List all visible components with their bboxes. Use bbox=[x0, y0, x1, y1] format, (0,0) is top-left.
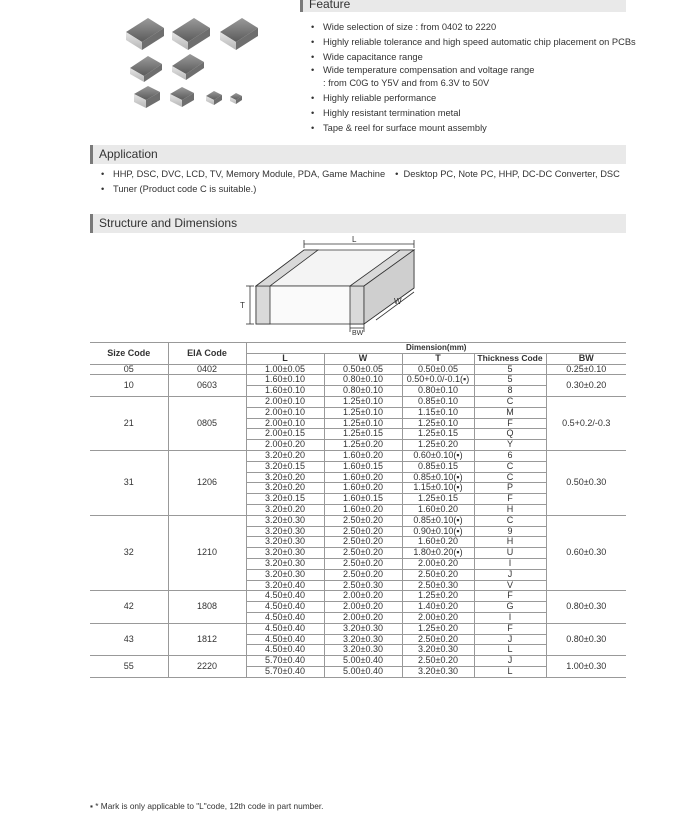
cell-L: 4.50±0.40 bbox=[246, 634, 324, 645]
header-W: W bbox=[324, 353, 402, 364]
feature-item: • Tape & reel for surface mount assembly bbox=[311, 121, 636, 136]
cell-T: 1.25±0.20 bbox=[402, 623, 474, 634]
feature-list bbox=[311, 20, 636, 136]
cell-eia-code: 2220 bbox=[168, 656, 246, 678]
cell-T: 0.85±0.10(▪) bbox=[402, 515, 474, 526]
cell-size-code: 05 bbox=[90, 364, 168, 375]
cell-T: 1.15±0.10 bbox=[402, 407, 474, 418]
cell-bw: 0.5+0.2/-0.3 bbox=[546, 396, 626, 450]
table-row bbox=[90, 623, 626, 634]
application-title: Application bbox=[99, 147, 158, 161]
header-BW: BW bbox=[546, 353, 626, 364]
cell-L: 1.60±0.10 bbox=[246, 375, 324, 386]
cell-thickness-code: L bbox=[474, 645, 546, 656]
cell-T: 3.20±0.30 bbox=[402, 666, 474, 677]
cell-T: 1.40±0.20 bbox=[402, 602, 474, 613]
cell-bw: 0.80±0.30 bbox=[546, 591, 626, 623]
cell-size-code: 55 bbox=[90, 656, 168, 678]
cell-L: 3.20±0.20 bbox=[246, 483, 324, 494]
chip-medium-2 bbox=[172, 54, 204, 80]
chip-front-face bbox=[256, 286, 364, 324]
cell-thickness-code: 5 bbox=[474, 364, 546, 375]
cell-thickness-code: I bbox=[474, 612, 546, 623]
cell-thickness-code: J bbox=[474, 634, 546, 645]
cell-T: 0.85±0.10 bbox=[402, 396, 474, 407]
table-row bbox=[90, 450, 626, 461]
chip-large-1 bbox=[126, 18, 164, 50]
cell-T: 0.60±0.10(▪) bbox=[402, 450, 474, 461]
cell-T: 2.00±0.20 bbox=[402, 612, 474, 623]
cell-L: 3.20±0.20 bbox=[246, 450, 324, 461]
cell-L: 5.70±0.40 bbox=[246, 666, 324, 677]
feature-item: • Wide capacitance range bbox=[311, 50, 636, 65]
footnote-text: ▪ * Mark is only applicable to "L"code, 12th code in part number. bbox=[90, 801, 324, 811]
cell-T: 2.50±0.20 bbox=[402, 634, 474, 645]
cell-size-code: 10 bbox=[90, 375, 168, 397]
cell-thickness-code: F bbox=[474, 418, 546, 429]
feature-title: Feature bbox=[309, 0, 351, 11]
left-electrode bbox=[256, 286, 270, 324]
cell-thickness-code: 9 bbox=[474, 526, 546, 537]
right-electrode bbox=[350, 286, 364, 324]
chip-capacitor-photos bbox=[120, 10, 280, 115]
cell-W: 2.50±0.20 bbox=[324, 548, 402, 559]
cell-bw: 0.50±0.30 bbox=[546, 450, 626, 515]
cell-thickness-code: 5 bbox=[474, 375, 546, 386]
cell-L: 3.20±0.30 bbox=[246, 515, 324, 526]
feature-item: • Wide selection of size : from 0402 to 2220 bbox=[311, 20, 636, 35]
chip-large-3 bbox=[220, 18, 258, 50]
chip-small-2 bbox=[206, 91, 222, 105]
cell-W: 2.50±0.20 bbox=[324, 515, 402, 526]
cell-thickness-code: J bbox=[474, 656, 546, 667]
cell-thickness-code: M bbox=[474, 407, 546, 418]
cell-T: 0.50+0.0/-0.1(▪) bbox=[402, 375, 474, 386]
cell-L: 4.50±0.40 bbox=[246, 602, 324, 613]
cell-thickness-code: F bbox=[474, 623, 546, 634]
cell-W: 1.25±0.10 bbox=[324, 396, 402, 407]
chip-medium-3 bbox=[134, 86, 160, 108]
cell-L: 3.20±0.15 bbox=[246, 461, 324, 472]
cell-L: 2.00±0.20 bbox=[246, 440, 324, 451]
cell-W: 5.00±0.40 bbox=[324, 666, 402, 677]
cell-W: 2.50±0.20 bbox=[324, 569, 402, 580]
cell-thickness-code: I bbox=[474, 558, 546, 569]
cell-T: 1.15±0.10(▪) bbox=[402, 483, 474, 494]
header-thickness-code: Thickness Code bbox=[474, 353, 546, 364]
table-row bbox=[90, 515, 626, 526]
label-L: L bbox=[352, 235, 357, 244]
cell-size-code: 42 bbox=[90, 591, 168, 623]
cell-T: 1.25±0.10 bbox=[402, 418, 474, 429]
cell-W: 1.60±0.20 bbox=[324, 450, 402, 461]
cell-thickness-code: P bbox=[474, 483, 546, 494]
cell-T: 3.20±0.30 bbox=[402, 645, 474, 656]
cell-L: 3.20±0.30 bbox=[246, 558, 324, 569]
application-header bbox=[90, 145, 626, 164]
cell-W: 1.60±0.20 bbox=[324, 483, 402, 494]
cell-L: 4.50±0.40 bbox=[246, 623, 324, 634]
cell-W: 2.00±0.20 bbox=[324, 591, 402, 602]
cell-L: 3.20±0.30 bbox=[246, 569, 324, 580]
cell-thickness-code: V bbox=[474, 580, 546, 591]
cell-W: 1.60±0.15 bbox=[324, 494, 402, 505]
table-row bbox=[90, 656, 626, 667]
cell-bw: 1.00±0.30 bbox=[546, 656, 626, 678]
cell-bw: 0.60±0.30 bbox=[546, 515, 626, 591]
cell-T: 2.50±0.30 bbox=[402, 580, 474, 591]
cell-T: 1.60±0.20 bbox=[402, 504, 474, 515]
application-list bbox=[101, 167, 620, 196]
cell-size-code: 32 bbox=[90, 515, 168, 591]
cell-W: 3.20±0.30 bbox=[324, 634, 402, 645]
cell-L: 3.20±0.30 bbox=[246, 526, 324, 537]
cell-L: 5.70±0.40 bbox=[246, 656, 324, 667]
cell-thickness-code: 6 bbox=[474, 450, 546, 461]
cell-T: 0.85±0.15 bbox=[402, 461, 474, 472]
cell-L: 2.00±0.10 bbox=[246, 418, 324, 429]
footnote bbox=[90, 801, 323, 811]
cell-thickness-code: Q bbox=[474, 429, 546, 440]
cell-L: 3.20±0.20 bbox=[246, 472, 324, 483]
cell-thickness-code: F bbox=[474, 494, 546, 505]
dimension-table bbox=[90, 342, 626, 678]
chip-small-1 bbox=[170, 87, 194, 107]
cell-T: 1.80±0.20(▪) bbox=[402, 548, 474, 559]
chip-small-3 bbox=[230, 93, 242, 104]
cell-T: 0.80±0.10 bbox=[402, 386, 474, 397]
cell-W: 1.60±0.20 bbox=[324, 504, 402, 515]
header-L: L bbox=[246, 353, 324, 364]
cell-thickness-code: H bbox=[474, 504, 546, 515]
cell-thickness-code: L bbox=[474, 666, 546, 677]
header-dimension: Dimension(mm) bbox=[246, 343, 626, 354]
cell-eia-code: 1206 bbox=[168, 450, 246, 515]
application-item: • HHP, DSC, DVC, LCD, TV, Memory Module, PDA, Game Machine • Desktop PC, Note PC, HHP, DC-DC Converter, DSC bbox=[101, 167, 620, 182]
cell-thickness-code: Y bbox=[474, 440, 546, 451]
cell-L: 3.20±0.30 bbox=[246, 537, 324, 548]
cell-T: 1.25±0.20 bbox=[402, 440, 474, 451]
cell-L: 4.50±0.40 bbox=[246, 591, 324, 602]
cell-W: 2.50±0.20 bbox=[324, 558, 402, 569]
cell-T: 0.90±0.10(▪) bbox=[402, 526, 474, 537]
cell-eia-code: 0402 bbox=[168, 364, 246, 375]
cell-W: 1.25±0.15 bbox=[324, 429, 402, 440]
feature-item: • Highly resistant termination metal bbox=[311, 106, 636, 121]
cell-W: 0.80±0.10 bbox=[324, 386, 402, 397]
cell-bw: 0.30±0.20 bbox=[546, 375, 626, 397]
feature-item: • Wide temperature compensation and voltage range : from C0G to Y5V and from 6.3V to 50V bbox=[311, 64, 636, 89]
cell-L: 1.00±0.05 bbox=[246, 364, 324, 375]
cell-thickness-code: C bbox=[474, 461, 546, 472]
cell-thickness-code: U bbox=[474, 548, 546, 559]
cell-W: 1.25±0.10 bbox=[324, 418, 402, 429]
cell-W: 2.00±0.20 bbox=[324, 612, 402, 623]
cell-W: 1.60±0.15 bbox=[324, 461, 402, 472]
cell-bw: 0.25±0.10 bbox=[546, 364, 626, 375]
cell-W: 3.20±0.30 bbox=[324, 645, 402, 656]
cell-size-code: 21 bbox=[90, 396, 168, 450]
cell-thickness-code: J bbox=[474, 569, 546, 580]
cell-T: 2.50±0.20 bbox=[402, 656, 474, 667]
cell-T: 1.60±0.20 bbox=[402, 537, 474, 548]
cell-L: 1.60±0.10 bbox=[246, 386, 324, 397]
header-eia-code: EIA Code bbox=[168, 343, 246, 365]
cell-W: 2.00±0.20 bbox=[324, 602, 402, 613]
cell-W: 2.50±0.30 bbox=[324, 580, 402, 591]
table-row bbox=[90, 364, 626, 375]
cell-W: 0.80±0.10 bbox=[324, 375, 402, 386]
cell-thickness-code: C bbox=[474, 515, 546, 526]
cell-W: 3.20±0.30 bbox=[324, 623, 402, 634]
cell-L: 3.20±0.30 bbox=[246, 548, 324, 559]
cell-thickness-code: C bbox=[474, 472, 546, 483]
label-BW: BW bbox=[352, 330, 364, 336]
cell-W: 2.50±0.20 bbox=[324, 526, 402, 537]
cell-T: 1.25±0.15 bbox=[402, 494, 474, 505]
table-row bbox=[90, 396, 626, 407]
cell-size-code: 43 bbox=[90, 623, 168, 655]
cell-W: 1.25±0.10 bbox=[324, 407, 402, 418]
cell-thickness-code: 8 bbox=[474, 386, 546, 397]
cell-W: 2.50±0.20 bbox=[324, 537, 402, 548]
cell-eia-code: 1812 bbox=[168, 623, 246, 655]
cell-T: 2.00±0.20 bbox=[402, 558, 474, 569]
header-size-code: Size Code bbox=[90, 343, 168, 365]
cell-T: 1.25±0.15 bbox=[402, 429, 474, 440]
feature-sub-line: : from C0G to Y5V and from 6.3V to 50V bbox=[323, 77, 490, 88]
cell-T: 2.50±0.20 bbox=[402, 569, 474, 580]
feature-item: • Highly reliable performance bbox=[311, 91, 636, 106]
chip-large-2 bbox=[172, 18, 210, 50]
cell-W: 1.25±0.20 bbox=[324, 440, 402, 451]
cell-L: 3.20±0.20 bbox=[246, 504, 324, 515]
cell-thickness-code: G bbox=[474, 602, 546, 613]
label-W: W bbox=[394, 297, 402, 306]
cell-T: 0.50±0.05 bbox=[402, 364, 474, 375]
cell-thickness-code: H bbox=[474, 537, 546, 548]
cell-eia-code: 0805 bbox=[168, 396, 246, 450]
cell-W: 1.60±0.20 bbox=[324, 472, 402, 483]
cell-T: 1.25±0.20 bbox=[402, 591, 474, 602]
feature-item: • Highly reliable tolerance and high speed automatic chip placement on PCBs bbox=[311, 35, 636, 50]
cell-L: 2.00±0.10 bbox=[246, 396, 324, 407]
cell-W: 5.00±0.40 bbox=[324, 656, 402, 667]
label-T: T bbox=[240, 301, 245, 310]
cell-thickness-code: F bbox=[474, 591, 546, 602]
structure-title: Structure and Dimensions bbox=[99, 216, 238, 230]
cell-size-code: 31 bbox=[90, 450, 168, 515]
cell-W: 0.50±0.05 bbox=[324, 364, 402, 375]
table-row bbox=[90, 375, 626, 386]
cell-L: 2.00±0.10 bbox=[246, 407, 324, 418]
cell-bw: 0.80±0.30 bbox=[546, 623, 626, 655]
cell-eia-code: 1210 bbox=[168, 515, 246, 591]
feature-header bbox=[300, 0, 626, 12]
cell-L: 4.50±0.40 bbox=[246, 645, 324, 656]
cell-L: 2.00±0.15 bbox=[246, 429, 324, 440]
chip-medium-1 bbox=[130, 56, 162, 82]
cell-L: 3.20±0.40 bbox=[246, 580, 324, 591]
cell-L: 3.20±0.15 bbox=[246, 494, 324, 505]
table-row bbox=[90, 591, 626, 602]
cell-thickness-code: C bbox=[474, 396, 546, 407]
structure-diagram bbox=[236, 232, 416, 336]
application-item: • Tuner (Product code C is suitable.) bbox=[101, 182, 620, 197]
structure-header bbox=[90, 214, 626, 233]
cell-T: 0.85±0.10(▪) bbox=[402, 472, 474, 483]
cell-eia-code: 0603 bbox=[168, 375, 246, 397]
cell-eia-code: 1808 bbox=[168, 591, 246, 623]
cell-L: 4.50±0.40 bbox=[246, 612, 324, 623]
header-T: T bbox=[402, 353, 474, 364]
